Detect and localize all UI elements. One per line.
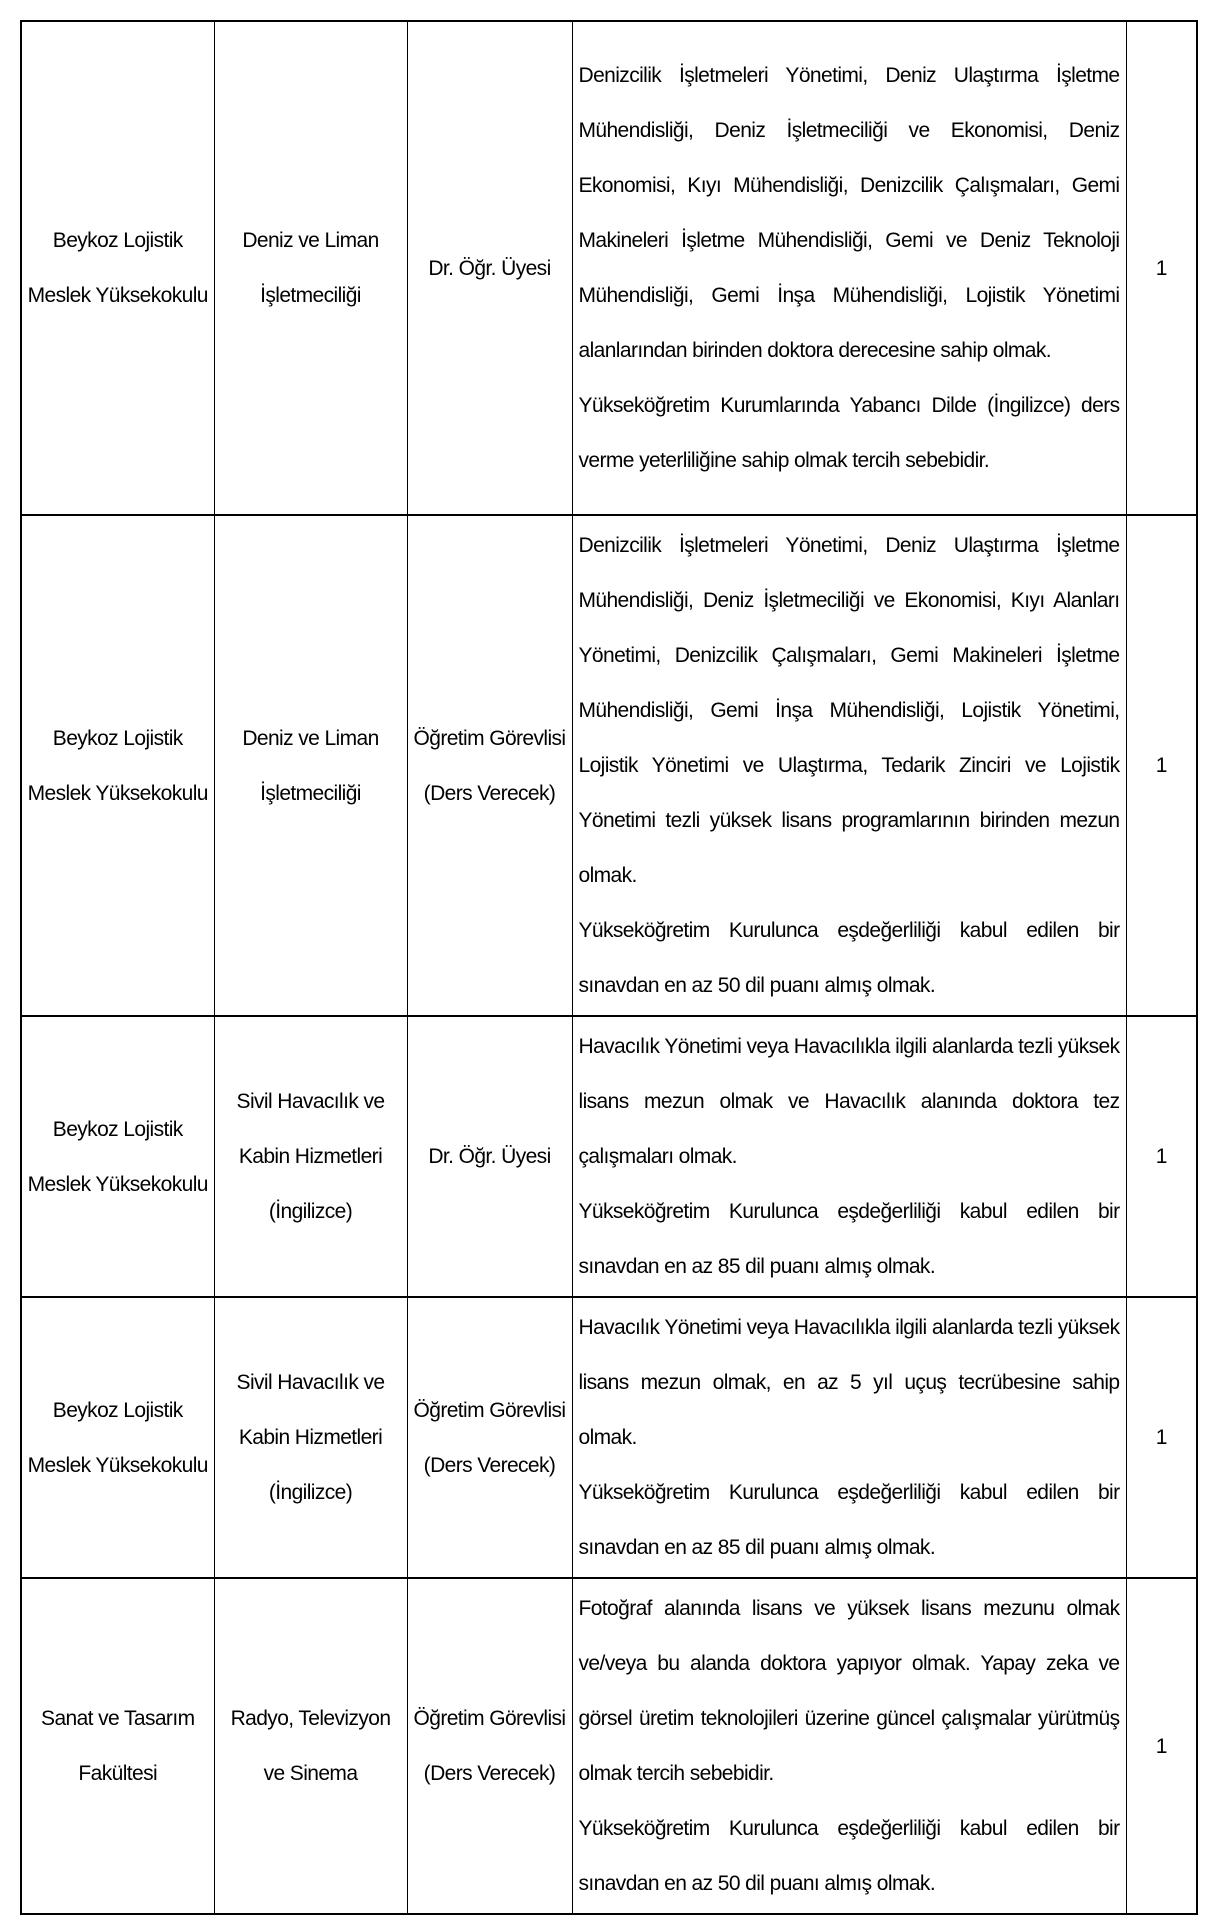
table-row xyxy=(21,1578,1197,1914)
title-cell: Dr. Öğr. Üyesi xyxy=(407,1016,572,1297)
positions-table xyxy=(20,20,1198,1915)
unit-cell: Beykoz Lojistik Meslek Yüksekokulu xyxy=(21,1297,214,1578)
department-cell: Deniz ve Liman İşletmeciliği xyxy=(214,21,407,515)
requirement-text: Fotoğraf alanında lisans ve yüksek lisans mezunu olmak ve/veya bu alanda doktora yapıyor olmak. Yapay zeka ve görsel üretim teknolojileri üzerine güncel çalışmalar yürütmüş olmak tercih sebebidir. xyxy=(578,1597,1120,1785)
count-cell: 1 xyxy=(1126,21,1197,515)
requirement-text: Yükseköğretim Kurulunca eşdeğerliliği kabul edilen bir sınavdan en az 50 dil puanı almış olmak. xyxy=(578,919,1120,997)
table-row xyxy=(21,1297,1197,1578)
count-cell: 1 xyxy=(1126,1016,1197,1297)
requirement-text: Havacılık Yönetimi veya Havacılıkla ilgili alanlarda tezli yüksek lisans mezun olmak, en az 5 yıl uçuş tecrübesine sahip olmak. xyxy=(578,1316,1120,1449)
requirement-text: Yükseköğretim Kurulunca eşdeğerliliği kabul edilen bir sınavdan en az 85 dil puanı almış olmak. xyxy=(578,1200,1120,1278)
count-cell: 1 xyxy=(1126,1578,1197,1914)
table-row xyxy=(21,21,1197,515)
requirements-cell xyxy=(572,1578,1126,1914)
title-cell: Öğretim Görevlisi (Ders Verecek) xyxy=(407,515,572,1016)
requirements-cell xyxy=(572,1297,1126,1578)
title-cell: Öğretim Görevlisi (Ders Verecek) xyxy=(407,1578,572,1914)
count-cell: 1 xyxy=(1126,1297,1197,1578)
requirement-text: Denizcilik İşletmeleri Yönetimi, Deniz Ulaştırma İşletme Mühendisliği, Deniz İşletmeciliği ve Ekonomisi, Kıyı Alanları Yönetimi, Denizcilik Çalışmaları, Gemi Makineleri İşletme Mühendisliği, Gemi İnşa Mühendisliği, Lojistik Yönetimi, Lojistik Yönetimi ve Ulaştırma, Tedarik Zinciri ve Lojistik Yönetimi tezli yüksek lisans programlarının birinden mezun olmak. xyxy=(578,534,1120,887)
requirement-text: Yükseköğretim Kurumlarında Yabancı Dilde (İngilizce) ders verme yeterliliğine sahip olmak tercih sebebidir. xyxy=(578,394,1120,472)
requirements-cell xyxy=(572,1016,1126,1297)
requirement-text: Yükseköğretim Kurulunca eşdeğerliliği kabul edilen bir sınavdan en az 85 dil puanı almış olmak. xyxy=(578,1481,1120,1559)
requirements-cell xyxy=(572,515,1126,1016)
unit-cell: Beykoz Lojistik Meslek Yüksekokulu xyxy=(21,1016,214,1297)
department-cell: Radyo, Televizyon ve Sinema xyxy=(214,1578,407,1914)
title-cell: Öğretim Görevlisi (Ders Verecek) xyxy=(407,1297,572,1578)
requirement-text: Havacılık Yönetimi veya Havacılıkla ilgili alanlarda tezli yüksek lisans mezun olmak ve Havacılık alanında doktora tez çalışmaları olmak. xyxy=(578,1035,1120,1168)
count-cell: 1 xyxy=(1126,515,1197,1016)
unit-cell: Beykoz Lojistik Meslek Yüksekokulu xyxy=(21,515,214,1016)
requirement-text: Denizcilik İşletmeleri Yönetimi, Deniz Ulaştırma İşletme Mühendisliği, Deniz İşletmeciliği ve Ekonomisi, Deniz Ekonomisi, Kıyı Mühendisliği, Denizcilik Çalışmaları, Gemi Makineleri İşletme Mühendisliği, Gemi ve Deniz Teknoloji Mühendisliği, Gemi İnşa Mühendisliği, Lojistik Yönetimi alanlarından birinden doktora derecesine sahip olmak. xyxy=(578,64,1120,362)
unit-cell: Sanat ve Tasarım Fakültesi xyxy=(21,1578,214,1914)
department-cell: Sivil Havacılık ve Kabin Hizmetleri (İngilizce) xyxy=(214,1297,407,1578)
department-cell: Deniz ve Liman İşletmeciliği xyxy=(214,515,407,1016)
table-row xyxy=(21,515,1197,1016)
requirements-cell xyxy=(572,21,1126,515)
table-row xyxy=(21,1016,1197,1297)
unit-cell: Beykoz Lojistik Meslek Yüksekokulu xyxy=(21,21,214,515)
title-cell: Dr. Öğr. Üyesi xyxy=(407,21,572,515)
department-cell: Sivil Havacılık ve Kabin Hizmetleri (İngilizce) xyxy=(214,1016,407,1297)
requirement-text: Yükseköğretim Kurulunca eşdeğerliliği kabul edilen bir sınavdan en az 50 dil puanı almış olmak. xyxy=(578,1817,1120,1895)
